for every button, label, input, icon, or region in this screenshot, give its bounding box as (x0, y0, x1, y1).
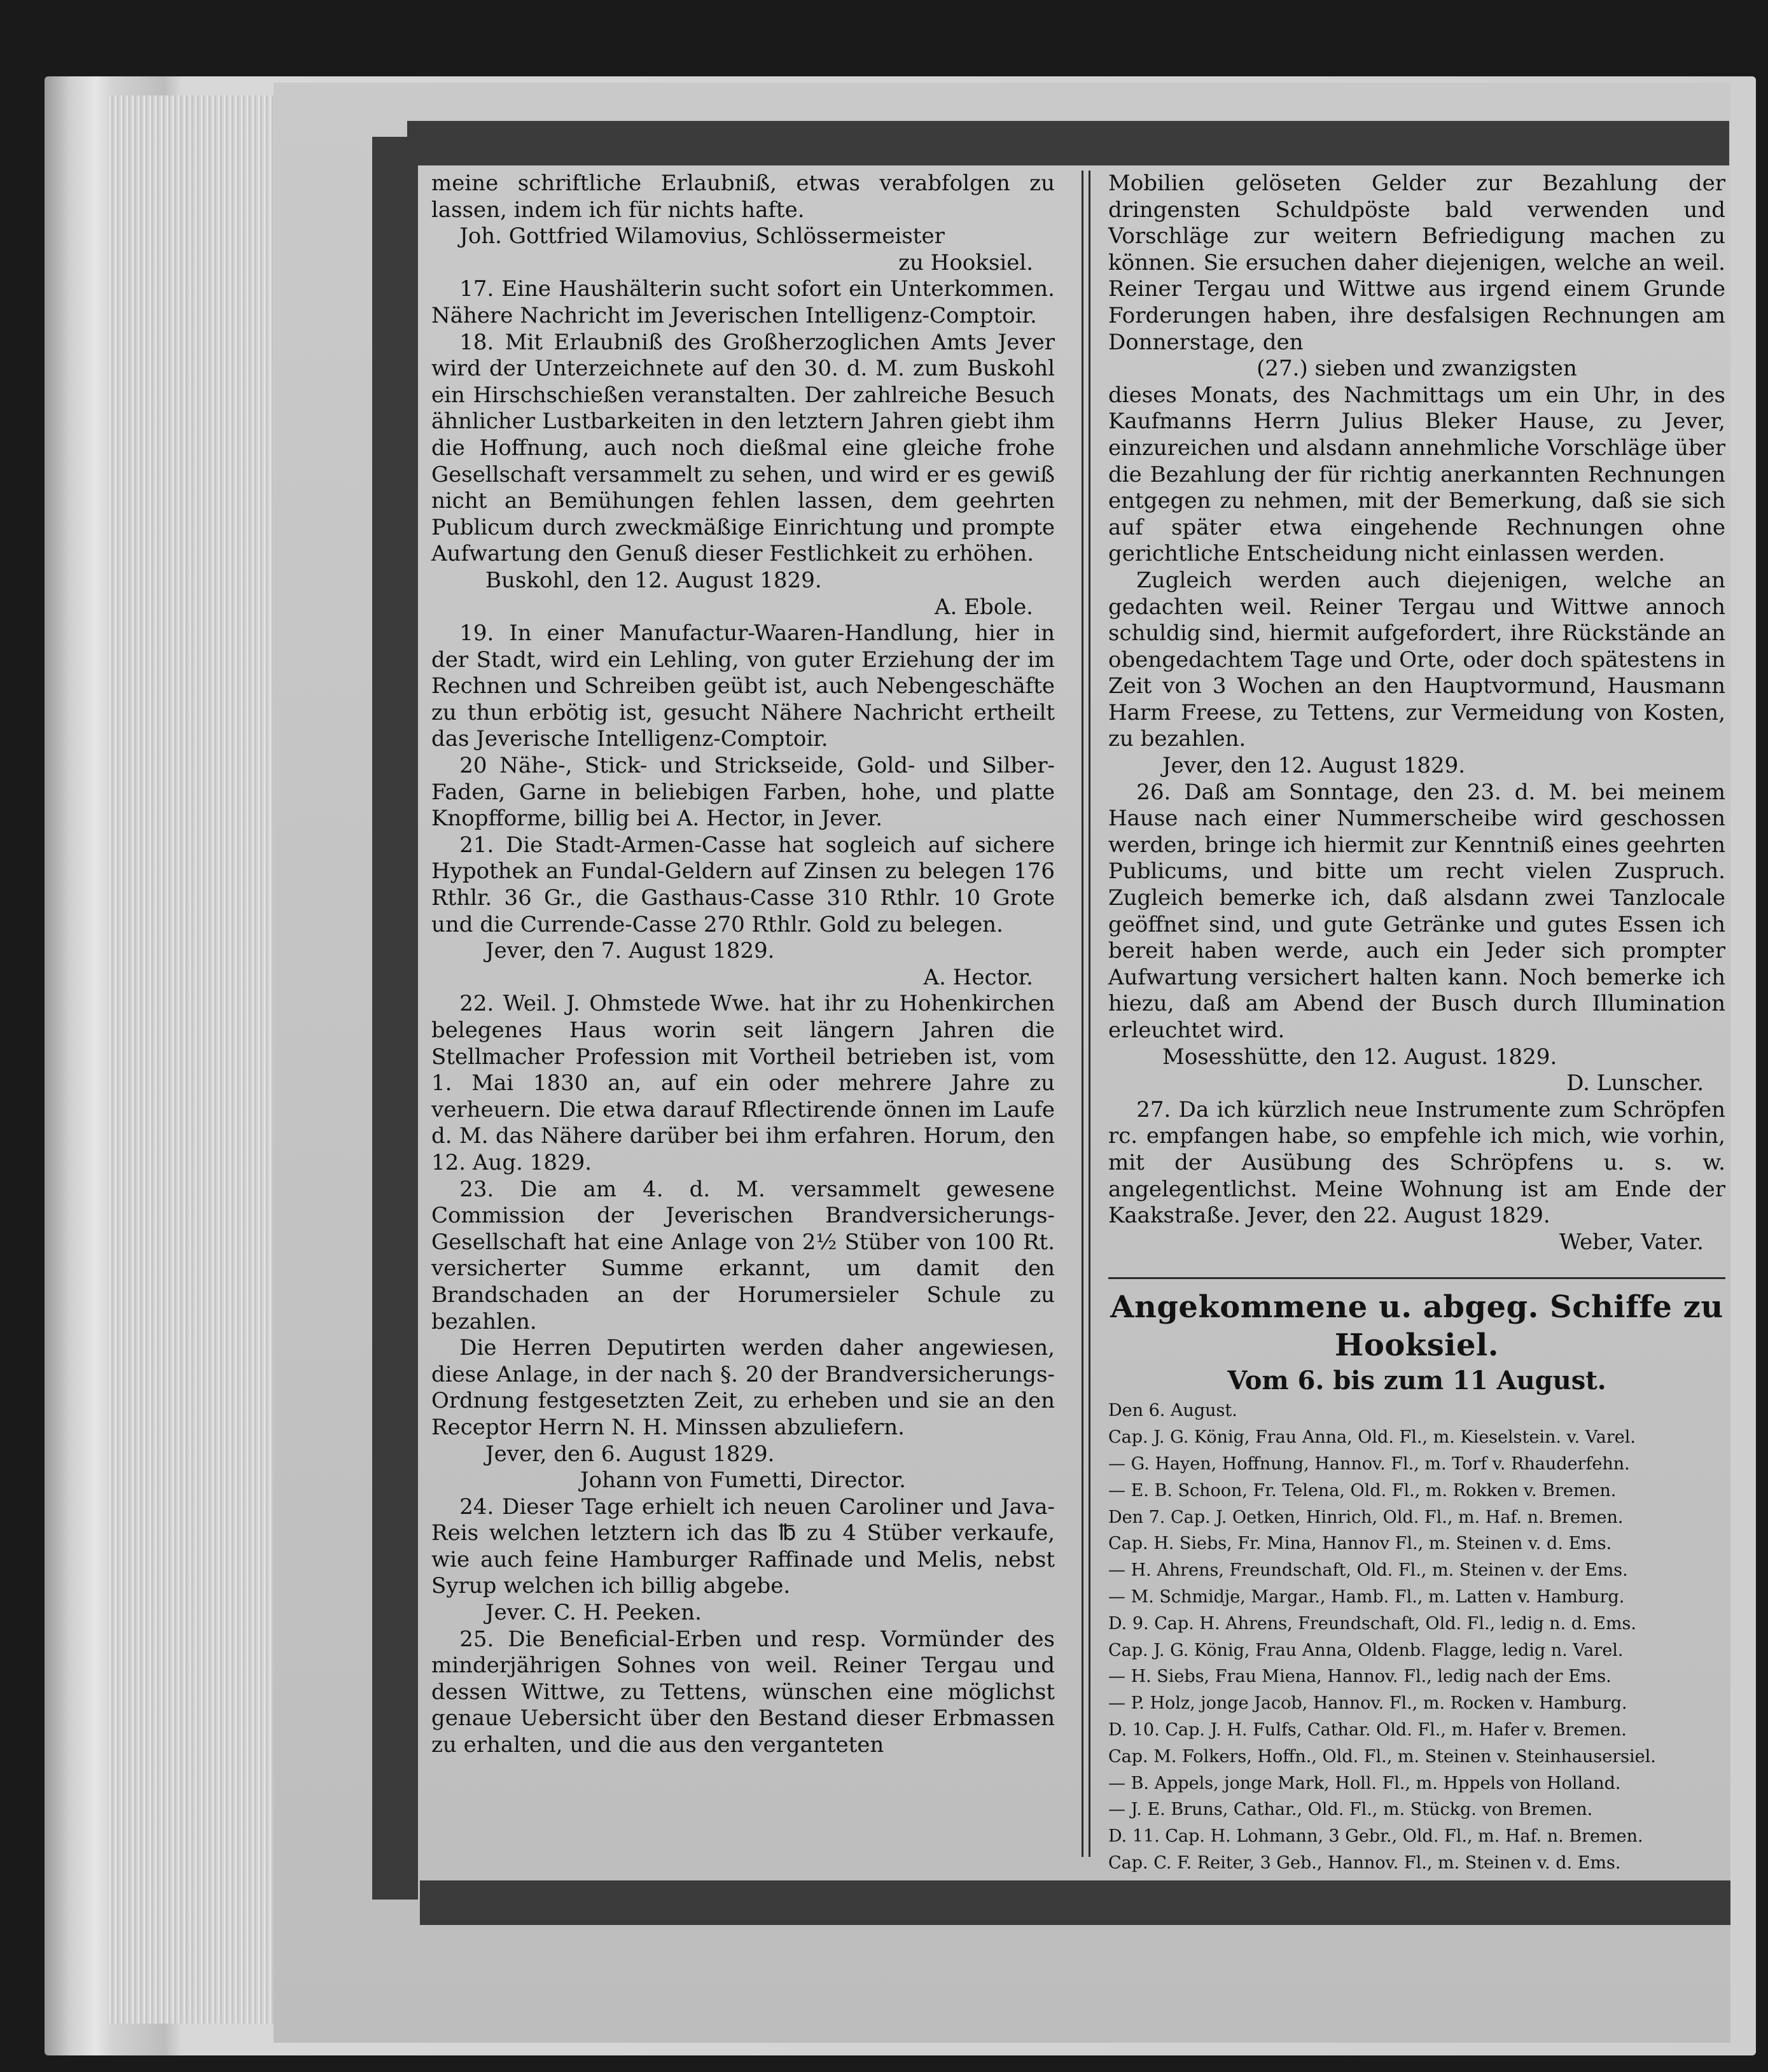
ship-entry: — H. Ahrens, Freundschaft, Old. Fl., m. Steinen v. der Ems. (1108, 1560, 1628, 1581)
ship-entry: — G. Hayen, Hoffnung, Hannov. Fl., m. Torf v. Rhauderfehn. (1108, 1453, 1630, 1474)
notice-paragraph: meine schriftliche Erlaubniß, etwas verabfolgen zu lassen, indem ich für nichts hafte. (431, 171, 1055, 223)
left-border-bar (372, 137, 418, 1900)
notice-paragraph: Mosesshütte, den 12. August. 1829. (1162, 1044, 1557, 1070)
left-column (431, 171, 1055, 1759)
ships-heading: Angekommene u. abgeg. Schiffe zu Hooksiel. (1108, 1277, 1725, 1364)
ship-entry: D. 11. Cap. H. Lohmann, 3 Gebr., Old. Fl., m. Haf. n. Bremen. (1108, 1826, 1643, 1847)
notice-paragraph: 21. Die Stadt-Armen-Casse hat sogleich auf sichere Hypothek an Fundal-Geldern auf Zinsen zu belegen 176 Rthlr. 36 Gr., die Gasthaus-Casse 310 Rthlr. 10 Grote und die Currende-Casse 270 Rthlr. Gold zu belegen. (431, 832, 1055, 937)
notice-paragraph: Joh. Gottfried Wilamovius, Schlössermeister (459, 223, 945, 249)
column-divider (1082, 171, 1090, 1857)
notice-paragraph: 26. Daß am Sonntage, den 23. d. M. bei meinem Hause nach einer Nummerscheibe wird geschossen werden, bringe ich hiermit zur Kenntniß eines geehrten Publicums, und bitte um recht vielen Zuspruch. Zugleich bemerke ich, daß alsdann zwei Tanzlocale geöffnet sind, und gute Getränke und gutes Essen ich bereit haben werde, auch ein Jeder sich prompter Aufwartung versichert halten kann. Noch bemerke ich hiezu, daß am Abend der Busch durch Illumination erleuchtet wird. (1108, 779, 1725, 1043)
ship-entry: Cap. H. Siebs, Fr. Mina, Hannov Fl., m. Steinen v. d. Ems. (1108, 1534, 1612, 1554)
notice-paragraph: 24. Dieser Tage erhielt ich neuen Caroliner und Java-Reis welchen letztern ich das ℔ zu 4 Stüber verkaufe, wie auch feine Hamburger Raffinade und Melis, nebst Syrup welchen ich billig abgebe. (431, 1494, 1055, 1599)
notice-paragraph: 20 Nähe-, Stick- und Strickseide, Gold- und Silber-Faden, Garne in beliebigen Farben, hohe, und platte Knopfforme, billig bei A. Hector, in Jever. (431, 753, 1055, 832)
notice-paragraph: A. Ebole. (934, 594, 1033, 620)
ship-entry: — H. Siebs, Frau Miena, Hannov. Fl., ledig nach der Ems. (1108, 1667, 1611, 1687)
notice-paragraph: 19. In einer Manufactur-Waaren-Handlung, hier in der Stadt, wird ein Lehling, von guter Erziehung der im Rechnen und Schreiben geübt ist, auch Nebengeschäfte zu thun erbötig ist, gesucht Nähere Nachricht ertheilt das Jeverische Intelligenz-Comptoir. (431, 620, 1055, 752)
top-border-bar (407, 121, 1729, 165)
notice-paragraph: Johann von Fumetti, Director. (580, 1467, 906, 1494)
notice-paragraph: Jever, den 12. August 1829. (1162, 753, 1466, 779)
ship-entry: Den 7. Cap. J. Oetken, Hinrich, Old. Fl., m. Haf. n. Bremen. (1108, 1507, 1624, 1527)
notice-paragraph: zu Hooksiel. (898, 249, 1033, 276)
notice-paragraph: Zugleich werden auch diejenigen, welche an gedachten weil. Reiner Tergau und Wittwe annoch schuldig sind, hiermit aufgefordert, ihre Rückstände an obengedachtem Tage und Orte, oder doch spätestens in Zeit von 3 Wochen an den Hauptvormund, Hausmann Harm Freese, zu Tettens, zur Vermeidung von Kosten, zu bezahlen. (1108, 567, 1725, 752)
notice-paragraph: Jever, den 7. August 1829. (485, 938, 775, 964)
ship-entry: — J. E. Bruns, Cathar., Old. Fl., m. Stückg. von Bremen. (1108, 1800, 1593, 1820)
notice-paragraph: 22. Weil. J. Ohmstede Wwe. hat ihr zu Hohenkirchen belegenes Haus worin seit längern Jahren die Stellmacher Profession mit Vortheil betrieben ist, vom 1. Mai 1830 an, auf ein oder mehrere Jahre zu verheuern. Die etwa darauf Rflectirende önnen im Laufe d. M. das Nähere darüber bei ihm erfahren. Horum, den 12. Aug. 1829. (431, 991, 1055, 1175)
notice-paragraph: 25. Die Beneficial-Erben und resp. Vormünder des minderjährigen Sohnes von weil. Reiner Tergau und dessen Wittwe, zu Tettens, wünschen eine möglichst genaue Uebersicht über den Bestand dieser Erbmassen zu erhalten, und die aus den verganteten (431, 1626, 1055, 1758)
notice-paragraph: Mobilien gelöseten Gelder zur Bezahlung der dringensten Schuldpöste bald verwenden und Vorschläge zur weitern Befriedigung machen zu können. Sie ersuchen daher diejenigen, welche an weil. Reiner Tergau und Wittwe aus irgend einem Grunde Forderungen haben, ihre desfalsigen Rechnungen am Donnerstage, den (1108, 171, 1725, 355)
ship-entry: D. 10. Cap. J. H. Fulfs, Cathar. Old. Fl., m. Hafer v. Bremen. (1108, 1719, 1627, 1740)
notice-paragraph: 18. Mit Erlaubniß des Großherzoglichen Amts Jever wird der Unterzeichnete auf den 30. d. M. zum Buskohl ein Hirschschießen veranstalten. Der zahlreiche Besuch ähnlicher Lustbarkeiten in den letztern Jahren giebt ihm die Hoffnung, auch noch dießmal eine gleiche frohe Gesellschaft versammelt zu sehen, und wird er es gewiß nicht an Bemühungen fehlen lassen, dem geehrten Publicum durch zweckmäßige Einrichtung und prompte Aufwartung den Genuß dieser Festlichkeit zu erhöhen. (431, 329, 1055, 567)
ship-entry: — B. Appels, jonge Mark, Holl. Fl., m. Hppels von Holland. (1108, 1773, 1621, 1793)
notice-paragraph: Die Herren Deputirten werden daher angewiesen, diese Anlage, in der nach §. 20 der Brandversicherungs-Ordnung festgesetzten Zeit, zu erheben und sie an den Receptor Herrn N. H. Minssen abzuliefern. (431, 1335, 1055, 1440)
notice-paragraph: 27. Da ich kürzlich neue Instrumente zum Schröpfen rc. empfangen habe, so empfehle ich mich, wie vorhin, mit der Ausübung des Schröpfens u. s. w. angelegentlichst. Meine Wohnung ist am Ende der Kaakstraße. Jever, den 22. August 1829. (1108, 1096, 1725, 1229)
ship-entry: Den 6. August. (1108, 1401, 1237, 1421)
ship-entry: — M. Schmidje, Margar., Hamb. Fl., m. Latten v. Hamburg. (1108, 1586, 1625, 1607)
notice-paragraph: Jever. C. H. Peeken. (485, 1600, 702, 1626)
ships-subheading: Vom 6. bis zum 11 August. (1227, 1366, 1606, 1396)
ship-entry: D. 9. Cap. H. Ahrens, Freundschaft, Old. Fl., ledig n. d. Ems. (1108, 1613, 1636, 1634)
notice-paragraph: 17. Eine Haushälterin sucht sofort ein Unterkommen. Nähere Nachricht im Jeverischen Intelligenz-Comptoir. (431, 276, 1055, 328)
ship-entry: — E. B. Schoon, Fr. Telena, Old. Fl., m. Rokken v. Bremen. (1108, 1480, 1617, 1501)
ship-entry: Cap. M. Folkers, Hoffn., Old. Fl., m. Steinen v. Steinhausersiel. (1108, 1746, 1656, 1767)
ship-entry: Cap. J. G. König, Frau Anna, Old. Fl., m. Kieselstein. v. Varel. (1108, 1427, 1636, 1448)
ship-entry: — P. Holz, jonge Jacob, Hannov. Fl., m. Rocken v. Hamburg. (1108, 1693, 1627, 1714)
right-column (1108, 171, 1725, 1877)
notice-paragraph: D. Lunscher. (1566, 1070, 1704, 1096)
notice-paragraph: A. Hector. (923, 964, 1033, 990)
notice-paragraph: Weber, Vater. (1559, 1229, 1704, 1255)
notice-paragraph: Jever, den 6. August 1829. (485, 1441, 775, 1467)
page-edges (108, 95, 286, 2024)
ships-list (1108, 1397, 1725, 1876)
notice-paragraph: Buskohl, den 12. August 1829. (485, 567, 822, 593)
notice-paragraph: dieses Monats, des Nachmittags um ein Uhr, in des Kaufmanns Herrn Julius Bleker Hause, zu Jever, einzureichen und alsdann annehmliche Vorschläge über die Bezahlung der für richtig anerkannten Rechnungen entgegen zu nehmen, mit der Bemerkung, daß sie sich auf später etwa eingehende Rechnungen ohne gerichtliche Entscheidung nicht einlassen werden. (1108, 382, 1725, 567)
right-column-notices (1108, 171, 1725, 1256)
ship-entry: Cap. C. F. Reiter, 3 Geb., Hannov. Fl., m. Steinen v. d. Ems. (1108, 1852, 1621, 1873)
notice-paragraph: (27.) sieben und zwanzigsten (1256, 356, 1577, 382)
notice-paragraph: 23. Die am 4. d. M. versammelt gewesene Commission der Jeverischen Brandversicherungs-Gesellschaft hat eine Anlage von 2½ Stüber von 100 Rt. versicherter Summe erkannt, um damit den Brandschaden an der Horumersieler Schule zu bezahlen. (431, 1176, 1055, 1334)
bottom-border-bar (420, 1880, 1730, 1925)
ship-entry: Cap. J. G. König, Frau Anna, Oldenb. Flagge, ledig n. Varel. (1108, 1640, 1624, 1660)
